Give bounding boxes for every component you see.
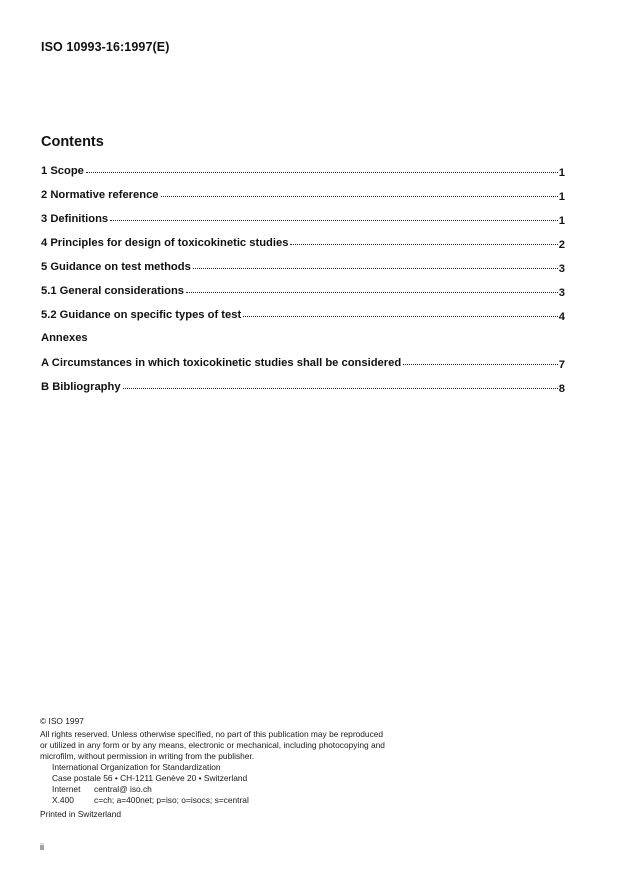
toc-entry[interactable] xyxy=(41,236,565,252)
toc-leader-dots xyxy=(123,379,558,389)
internet-label: Internet xyxy=(52,784,81,794)
toc-entry-page: 1 xyxy=(558,215,565,227)
toc-entry[interactable] xyxy=(41,212,565,228)
toc-entry[interactable] xyxy=(41,260,565,276)
internet-value: central@ iso.ch xyxy=(94,784,152,794)
toc-entry-page: 3 xyxy=(558,287,565,299)
toc-leader-dots xyxy=(110,211,558,221)
printed-in: Printed in Switzerland xyxy=(40,809,121,819)
copyright-line: © ISO 1997 xyxy=(40,716,84,726)
toc-entry[interactable] xyxy=(41,164,565,180)
toc-entry-page: 4 xyxy=(558,311,565,323)
copyright-notice xyxy=(40,729,400,762)
toc-entry-title: 5.2 Guidance on specific types of test xyxy=(41,309,242,321)
toc-leader-dots xyxy=(161,187,558,197)
toc-leader-dots xyxy=(86,163,558,173)
toc-annex-entry[interactable] xyxy=(41,380,565,396)
toc-entry-title: 5.1 General considerations xyxy=(41,285,185,297)
notice-line: All rights reserved. Unless otherwise specified, no part of this publication may be reproduced xyxy=(40,729,384,739)
internet-contact xyxy=(40,784,400,795)
toc-entry[interactable] xyxy=(41,188,565,204)
toc-entry[interactable] xyxy=(41,308,565,324)
standard-identifier: ISO 10993-16:1997(E) xyxy=(41,40,170,54)
toc-entry-page: 1 xyxy=(558,191,565,203)
toc-entry-title: 5 Guidance on test methods xyxy=(41,261,191,273)
toc-entry-page: 2 xyxy=(558,239,565,251)
organization-name: International Organization for Standardization xyxy=(52,762,221,772)
toc-entry-page: 3 xyxy=(558,263,565,275)
toc-entry-title: 2 Normative reference xyxy=(41,189,159,201)
toc-entry-page: 1 xyxy=(558,167,565,179)
toc-entry-title: 4 Principles for design of toxicokinetic studies xyxy=(41,237,289,249)
x400-label: X.400 xyxy=(52,795,74,805)
notice-line: microfilm, without permission in writing from the publisher. xyxy=(40,751,255,761)
toc-leader-dots xyxy=(243,307,558,317)
toc-entry-title: 3 Definitions xyxy=(41,213,109,225)
toc-entry-title: 1 Scope xyxy=(41,165,84,177)
toc-entry-page: 8 xyxy=(558,383,565,395)
toc-leader-dots xyxy=(186,283,558,293)
page-number: ii xyxy=(40,842,44,852)
annexes-heading: Annexes xyxy=(41,332,88,344)
contents-heading: Contents xyxy=(41,134,104,150)
toc-entry[interactable] xyxy=(41,284,565,300)
notice-line: or utilized in any form or by any means, electronic or mechanical, including photocopying and xyxy=(40,740,385,750)
toc-leader-dots xyxy=(403,355,558,365)
x400-value: c=ch; a=400net; p=iso; o=isocs; s=central xyxy=(94,795,249,805)
toc-leader-dots xyxy=(193,259,558,269)
x400-contact xyxy=(40,795,400,806)
toc-entry-page: 7 xyxy=(558,359,565,371)
toc-entry-title: B Bibliography xyxy=(41,381,121,393)
postal-address: Case postale 56 • CH-1211 Genève 20 • Switzerland xyxy=(52,773,248,783)
toc-entry-title: A Circumstances in which toxicokinetic studies shall be considered xyxy=(41,357,402,369)
toc-annex-entry[interactable] xyxy=(41,356,565,372)
toc-leader-dots xyxy=(290,235,557,245)
copyright-block xyxy=(40,716,400,820)
